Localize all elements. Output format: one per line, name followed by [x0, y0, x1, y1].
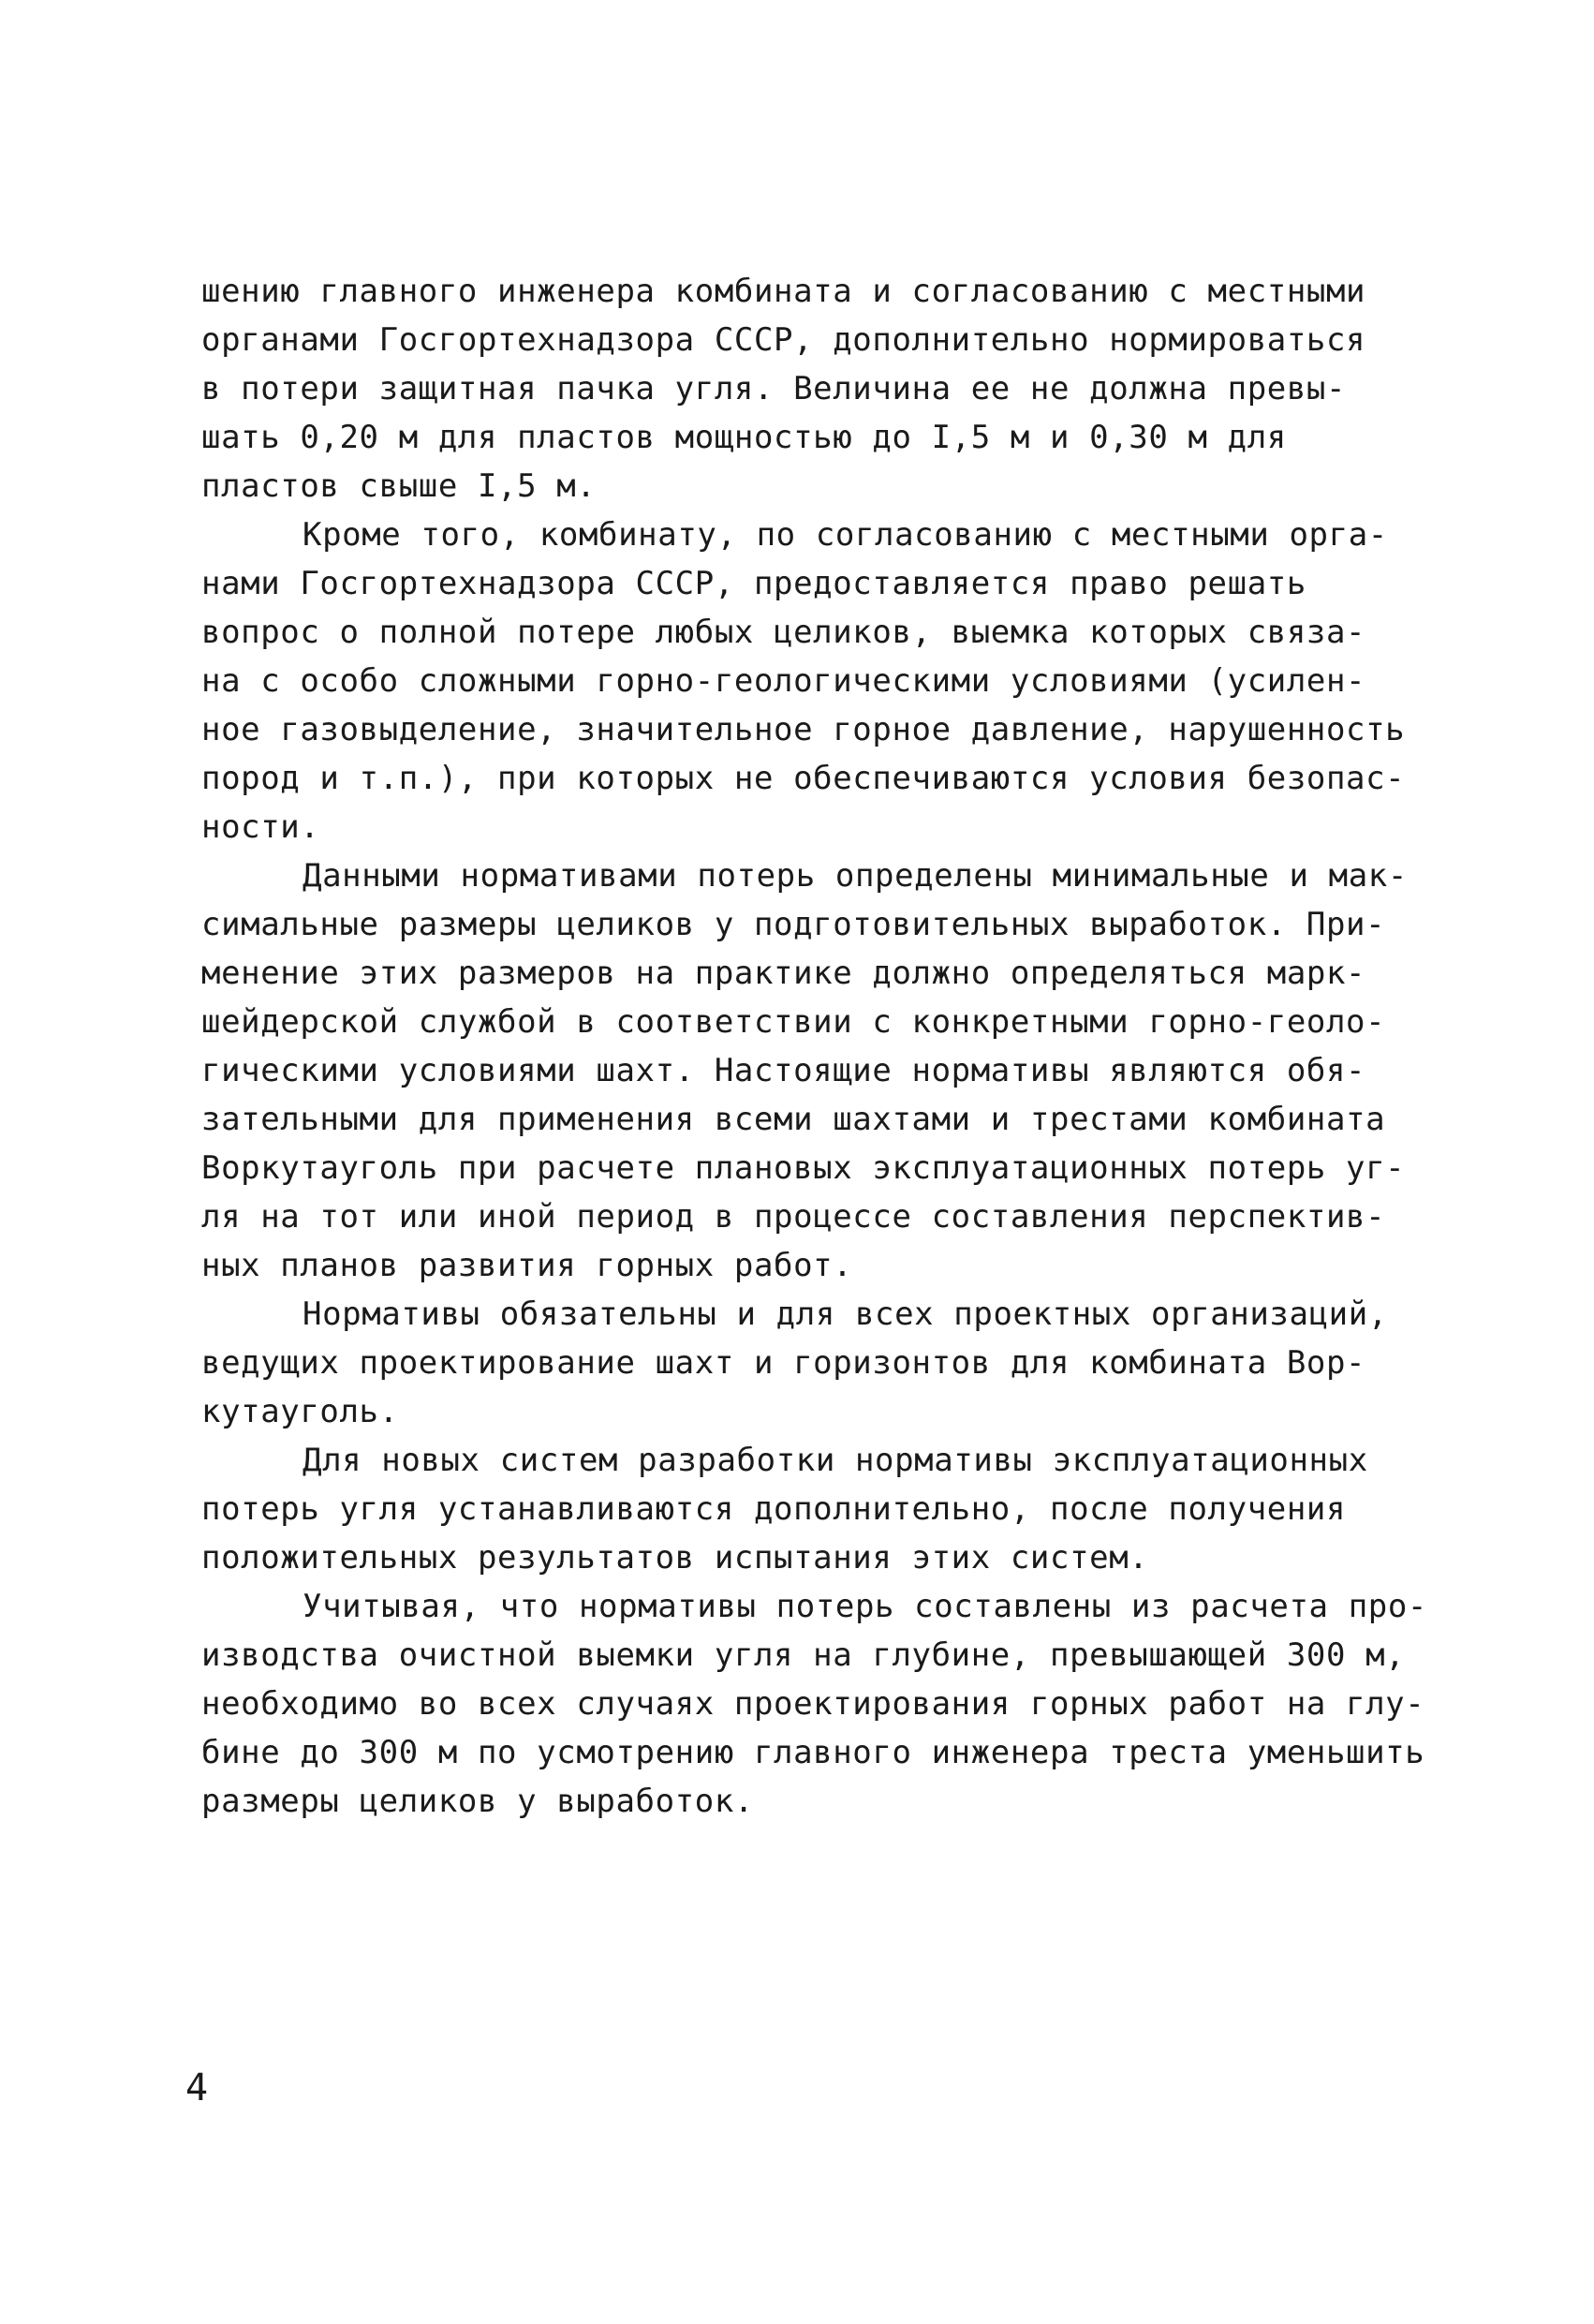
- text-line: органами Госгортехнадзора СССР, дополнительно нормироваться: [201, 321, 1366, 359]
- text-line: Кроме того, комбинату, по согласованию с местными орга-: [303, 516, 1388, 554]
- text-line: ное газовыделение, значительное горное давление, нарушенность: [201, 711, 1406, 748]
- text-line: Воркутауголь при расчете плановых эксплуатационных потерь уг-: [201, 1149, 1406, 1187]
- text-line: шейдерской службой в соответствии с конкретными горно-геоло-: [201, 1003, 1386, 1041]
- text-line: Нормативы обязательны и для всех проектных организаций,: [303, 1295, 1388, 1333]
- text-line: ных планов развития горных работ.: [201, 1247, 853, 1284]
- text-line: шению главного инженера комбината и согласованию с местными: [201, 273, 1366, 310]
- text-line: пород и т.п.), при которых не обеспечиваются условия безопас-: [201, 760, 1406, 797]
- text-line: необходимо во всех случаях проектирования горных работ на глу-: [201, 1685, 1425, 1723]
- text-line: шать 0,20 м для пластов мощностью до I,5 м и 0,30 м для: [201, 419, 1287, 456]
- text-line: кутауголь.: [201, 1393, 399, 1430]
- text-line: вопрос о полной потере любых целиков, выемка которых связа-: [201, 614, 1366, 651]
- body-text: [201, 267, 1427, 1826]
- text-line: гическими условиями шахт. Настоящие нормативы являются обя-: [201, 1052, 1366, 1089]
- text-line: положительных результатов испытания этих систем.: [201, 1539, 1149, 1576]
- text-line: ля на тот или иной период в процессе составления перспектив-: [201, 1198, 1386, 1236]
- text-line: размеры целиков у выработок.: [201, 1783, 754, 1820]
- text-line: бине до 300 м по усмотрению главного инженера треста уменьшить: [201, 1734, 1425, 1771]
- page-number: 4: [185, 2066, 209, 2109]
- text-line: симальные размеры целиков у подготовительных выработок. При-: [201, 906, 1386, 943]
- text-line: Учитывая, что нормативы потерь составлены из расчета про-: [303, 1588, 1427, 1625]
- text-line: пластов свыше I,5 м.: [201, 467, 597, 505]
- text-line: изводства очистной выемки угля на глубине, превышающей 300 м,: [201, 1636, 1406, 1674]
- text-line: зательными для применения всеми шахтами и трестами комбината: [201, 1101, 1386, 1138]
- text-line: Данными нормативами потерь определены минимальные и мак-: [303, 857, 1408, 895]
- text-line: менение этих размеров на практике должно определяться марк-: [201, 955, 1366, 992]
- text-line: ведущих проектирование шахт и горизонтов для комбината Вор-: [201, 1344, 1366, 1382]
- text-line: потерь угля устанавливаются дополнительно, после получения: [201, 1490, 1347, 1528]
- text-line: в потери защитная пачка угля. Величина ее не должна превы-: [201, 370, 1347, 407]
- text-line: нами Госгортехнадзора СССР, предоставляется право решать: [201, 565, 1306, 602]
- text-line: на с особо сложными горно-геологическими условиями (усилен-: [201, 662, 1366, 700]
- text-line: ности.: [201, 808, 320, 846]
- text-line: Для новых систем разработки нормативы эксплуатационных: [303, 1442, 1368, 1479]
